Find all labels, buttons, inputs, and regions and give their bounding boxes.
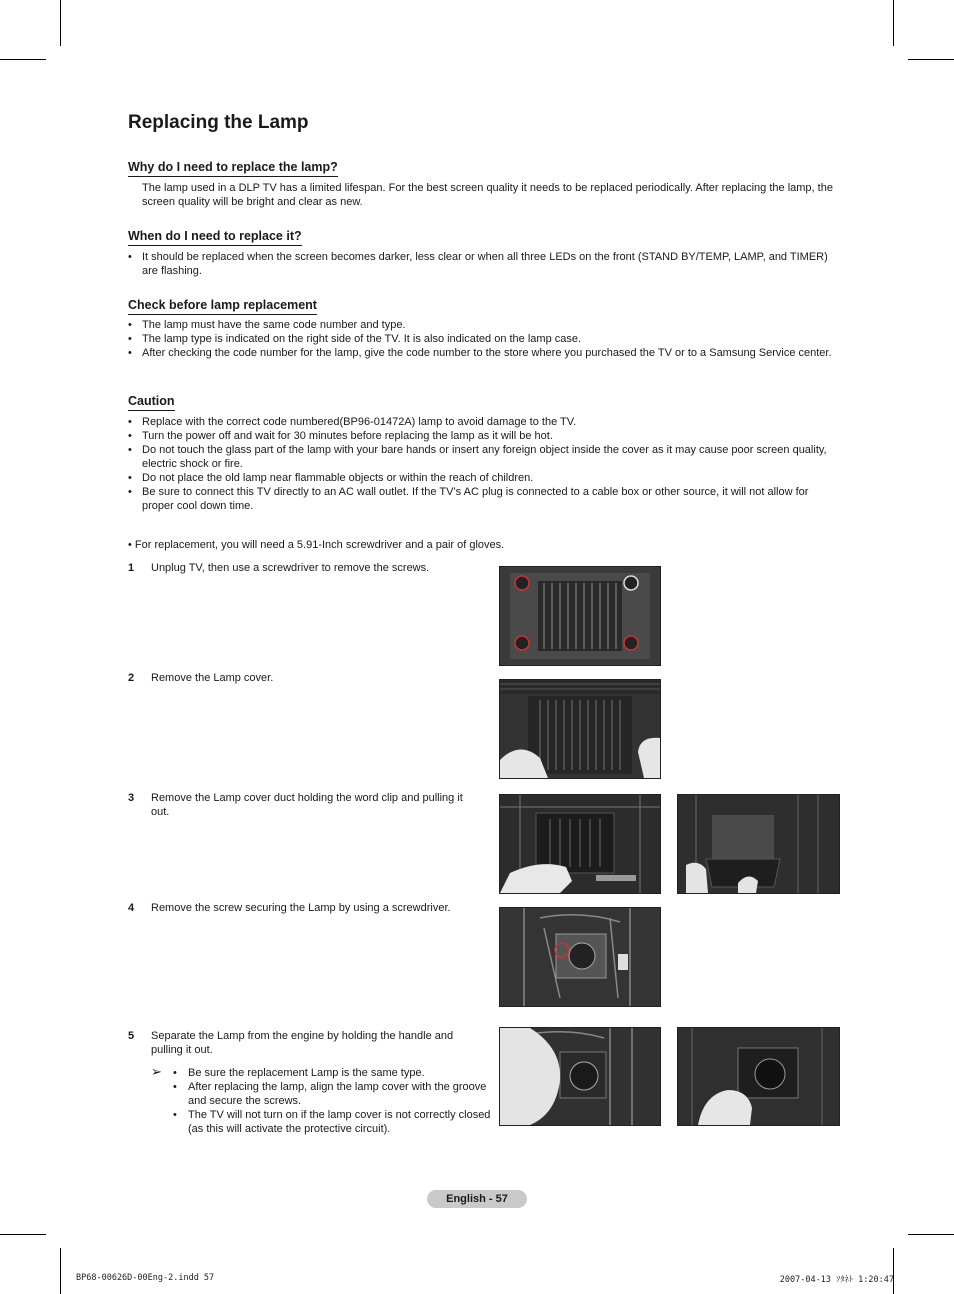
why-text: The lamp used in a DLP TV has a limited lifespan. For the best screen quality it needs to be replaced periodically. After replacing the lamp, the screen quality will be bright and clear as new. [142,182,833,208]
crop-mark [908,1234,954,1235]
step-text: Remove the screw securing the Lamp by using a screwdriver. [151,902,451,914]
why-heading: Why do I need to replace the lamp? [128,160,338,177]
list-item: • Be sure to connect this TV directly to an AC wall outlet. If the TV’s AC plug is connected to a cable box or other source, it will not allow for proper cool down time. [128,485,842,513]
list-item: • Do not touch the glass part of the lamp with your bare hands or insert any foreign object inside the cover as it may cause poor screen quality, electric shock or fire. [128,443,842,471]
step-text: Remove the Lamp cover. [151,672,274,684]
step-text: Remove the Lamp cover duct holding the word clip and pulling it out. [151,792,463,818]
step-number: 4 [128,902,135,914]
step-text: Unplug TV, then use a screwdriver to remove the screws. [151,562,430,574]
check-list [128,318,842,360]
step-number: 2 [128,672,135,684]
step-4 [128,901,484,915]
list-item: • Turn the power off and wait for 30 minutes before replacing the lamp as it will be hot. [128,429,842,443]
list-item: • The TV will not turn on if the lamp cover is not correctly closed (as this will activate the protective circuit). [173,1108,491,1136]
step-number: 1 [128,562,135,574]
page-number-badge: English - 57 [427,1190,527,1208]
footer-timestamp: 2007-04-13 ｿﾀﾈﾄ 1:20:47 [779,1275,894,1285]
caution-heading: Caution [128,394,175,411]
step-text: Separate the Lamp from the engine by holding the handle and pulling it out. [151,1030,454,1056]
list-item: • After checking the code number for the lamp, give the code number to the store where you purchased the TV or to a Samsung Service center. [128,346,842,360]
step-5-photo-a [499,1027,661,1126]
caution-list [128,415,842,513]
list-item: • Replace with the correct code numbered(BP96-01472A) lamp to avoid damage to the TV. [128,415,842,429]
list-item: • After replacing the lamp, align the lamp cover with the groove and secure the screws. [173,1080,491,1108]
step-2 [128,671,484,685]
page-title: Replacing the Lamp [128,112,309,133]
step-5-photo-b [677,1027,840,1126]
crop-mark [893,0,894,46]
crop-mark [908,59,954,60]
list-item: • Be sure the replacement Lamp is the same type. [173,1066,491,1080]
step-3-photo-a [499,794,661,894]
notes [151,1066,491,1136]
note-arrow-icon: ➢ [151,1064,162,1079]
step-number: 5 [128,1030,135,1042]
footer-file-info: BP68-00626D-00Eng-2.indd 57 [76,1273,215,1283]
check-heading: Check before lamp replacement [128,298,317,315]
crop-mark [0,1234,46,1235]
when-heading: When do I need to replace it? [128,229,302,246]
step-3-photo-b [677,794,840,894]
list-item: • The lamp must have the same code number and type. [128,318,842,332]
step-5 [128,1029,484,1057]
when-list [128,250,842,278]
list-item: • The lamp type is indicated on the right side of the TV. It is also indicated on the lamp case. [128,332,842,346]
step-1 [128,561,484,575]
crop-mark [0,59,46,60]
step-1-photo [499,566,661,666]
step-4-photo [499,907,661,1007]
notes-list [151,1066,491,1136]
list-item: • Do not place the old lamp near flammable objects or within the reach of children. [128,471,842,485]
crop-mark [893,1248,894,1294]
tools-note: • For replacement, you will need a 5.91-Inch screwdriver and a pair of gloves. [128,539,505,551]
step-3 [128,791,484,819]
step-2-photo [499,679,661,779]
list-item: • It should be replaced when the screen becomes darker, less clear or when all three LEDs on the front (STAND BY/TEMP, LAMP, and TIMER) are flashing. [128,250,842,278]
crop-mark [60,0,61,46]
crop-mark [60,1248,61,1294]
step-number: 3 [128,792,135,804]
